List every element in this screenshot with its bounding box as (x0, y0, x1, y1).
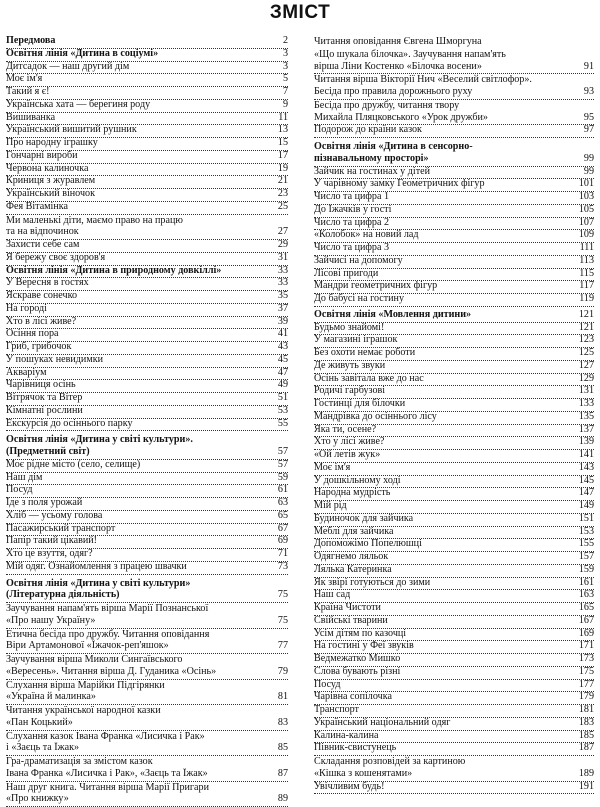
toc-entry-title: Моє ім'я (314, 461, 351, 473)
toc-entry-page: 63 (277, 497, 288, 508)
toc-entry (6, 562, 288, 575)
toc-entry-title: Родичі гарбузові (314, 385, 386, 397)
toc-entry-page: 139 (578, 436, 594, 448)
toc-entry-title: Будьмо знайомі! (314, 321, 385, 333)
toc-entry-title: Червона калиночка (6, 162, 89, 174)
toc-entry-page: 95 (583, 111, 594, 123)
toc-entry-page: 169 (578, 627, 594, 639)
toc-entry-title: Хто в лісі живе? (6, 315, 77, 327)
toc-entry-title: Осіння пора (6, 328, 59, 340)
toc-left-column (6, 36, 288, 807)
toc-entry-page: 189 (578, 767, 594, 779)
toc-entry-title: «Що шукала білочка». Заучування напам'ять (314, 48, 506, 60)
toc-entry-page: 99 (583, 152, 594, 164)
toc-entry-title: Де живуть звуки (314, 359, 386, 371)
toc-entry-title: У чарівному замку Геометричних фігур (314, 178, 485, 190)
toc-entry-page: 113 (579, 254, 594, 266)
toc-entry-page: 53 (277, 404, 288, 416)
toc-entry-title: Папір такий цікавий! (6, 535, 98, 547)
toc-entry-page: 5 (282, 73, 288, 85)
toc-entry-title: Хто це взуття, одяг? (6, 548, 93, 559)
toc-entry-page: 175 (578, 665, 594, 677)
toc-entry-title: Мій рід (314, 500, 347, 511)
toc-entry-page: 59 (277, 471, 288, 483)
toc-entry-title: Слухання вірша Марійки Підгірянки (6, 679, 165, 691)
toc-entry-title: Читання вірша Вікторії Нич «Веселий світлофор». (314, 74, 532, 86)
toc-entry-page: 181 (578, 704, 594, 715)
toc-entry-page: 159 (578, 563, 594, 575)
toc-entry-title: Зайчик на гостинах у дітей (314, 165, 430, 177)
toc-entry-title: Свійські тварини (314, 614, 388, 626)
toc-entry-page: 111 (579, 242, 594, 253)
toc-entry-title: Український віночок (6, 188, 95, 199)
toc-entry-title: Мій одяг. Ознайомлення з працею швачки (6, 560, 187, 572)
toc-entry-title: Осінь завітала вже до нас (314, 372, 424, 384)
toc-entry-page: 2 (282, 35, 288, 46)
toc-entry-title: Моє ім'я (6, 73, 43, 85)
toc-entry-title: (Літературна діяльність) (6, 589, 120, 601)
toc-entry-title: Вишиванка (6, 111, 56, 123)
toc-entry-page: 105 (578, 203, 594, 215)
toc-entry-title: Посуд (6, 484, 33, 496)
toc-entry-page: 39 (277, 315, 288, 327)
toc-entry-title: Віри Артамонової «Їжачок-реп'яшок» (6, 640, 169, 652)
toc-entry-title: Число та цифра 2 (314, 216, 390, 228)
toc-entry-page: 65 (277, 509, 288, 521)
toc-entry-title: Усім дітям по казочці (314, 627, 407, 639)
toc-entry-title: Лялька Катеринка (314, 563, 392, 575)
toc-entry-title: Меблі для зайчика (314, 525, 394, 537)
toc-entry-page: 81 (277, 691, 288, 703)
toc-entry-page: 47 (277, 366, 288, 378)
toc-entry-title: Вітрячок та Вітер (6, 392, 83, 403)
toc-entry-page: 3 (282, 47, 288, 59)
toc-entry-page: 127 (578, 359, 594, 371)
toc-entry-title: «Ой летів жук» (314, 449, 381, 460)
toc-entry (6, 718, 288, 731)
toc-entry-title: Бесіда про правила дорожнього руху (314, 86, 473, 97)
toc-entry-page: 29 (277, 239, 288, 250)
toc-right-column (314, 36, 594, 794)
toc-entry-page: 115 (579, 267, 594, 279)
toc-entry-title: Мандрівка до осіннього лісу (314, 410, 437, 422)
toc-entry-title: Число та цифра 1 (314, 191, 390, 202)
toc-entry (314, 125, 594, 138)
toc-entry (6, 590, 288, 603)
toc-entry-page: 121 (578, 308, 594, 320)
toc-entry-title: Народна мудрість (314, 487, 391, 499)
toc-entry (6, 769, 288, 782)
toc-entry-title: «Про нашу Україну» (6, 614, 96, 626)
toc-entry-title: Читання української народної казки (6, 705, 161, 716)
toc-entry-page: 87 (277, 767, 288, 779)
toc-entry-title: Слова бувають різні (314, 665, 401, 677)
toc-entry-title: До Їжачків у гості (314, 203, 392, 215)
toc-entry-page: 153 (578, 525, 594, 537)
toc-entry-title: Півник-свистунець (314, 742, 397, 754)
toc-entry-page: 51 (277, 392, 288, 403)
toc-entry-title: Фея Вітамінка (6, 200, 68, 212)
toc-entry-page: 9 (282, 98, 288, 110)
toc-entry-page: 71 (277, 548, 288, 559)
toc-entry-title: Подорож до країни казок (314, 124, 422, 136)
toc-entry-title: Будиночок для зайчика (314, 512, 414, 524)
toc-entry (314, 294, 594, 307)
toc-entry-page: 7 (282, 86, 288, 97)
toc-entry-title: «Пан Коцький» (6, 716, 73, 728)
toc-entry-page: 161 (578, 576, 594, 588)
toc-entry-title: (Предметний світ) (6, 446, 90, 457)
toc-entry-title: Країна Чистоти (314, 602, 381, 613)
toc-entry-page: 97 (583, 124, 594, 136)
toc-entry-title: Як звірі готуються до зими (314, 576, 431, 588)
toc-entry-title: Освітня лінія «Мовлення дитини» (314, 308, 472, 320)
toc-entry-page: 109 (578, 229, 594, 241)
toc-entry-title: Гончарні вироби (6, 149, 78, 161)
toc-entry-page: 103 (578, 191, 594, 202)
toc-entry-title: Чарівна сопілочка (314, 691, 392, 703)
toc-entry-page: 121 (578, 321, 594, 333)
toc-entry-title: Освітня лінія «Дитина в сенсорно- (314, 141, 473, 152)
toc-entry-page: 117 (579, 280, 594, 292)
toc-entry-title: Калина-калина (314, 729, 379, 741)
toc-entry-title: У магазині іграшок (314, 334, 398, 346)
toc-entry-page: 93 (583, 86, 594, 97)
toc-entry-title: Заучування вірша Миколи Сингаївського (6, 654, 183, 665)
toc-entry-page: 147 (578, 487, 594, 499)
toc-entry-page: 173 (578, 653, 594, 664)
toc-entry-title: На городі (6, 302, 47, 314)
toc-entry-title: Чарівниця осінь (6, 379, 76, 391)
toc-entry-title: Без охоти немає роботи (314, 347, 416, 358)
toc-entry-page: 61 (277, 484, 288, 496)
toc-entry (314, 36, 594, 49)
toc-entry-title: До бабусі на гостину (314, 293, 405, 304)
toc-entry-title: «Кішка з кошенятами» (314, 767, 413, 779)
toc-entry-title: Число та цифра 3 (314, 242, 390, 253)
toc-entry-page: 145 (578, 474, 594, 486)
toc-entry-title: Яскраве сонечко (6, 290, 78, 301)
toc-entry-page: 3 (282, 60, 288, 72)
toc-entry (6, 692, 288, 705)
toc-entry-title: Акваріум (6, 366, 47, 378)
toc-entry-title: та на відпочинок (6, 226, 79, 238)
toc-entry (6, 616, 288, 629)
toc-entry-title: Слухання казок Івана Франка «Лисичка і Рак» (6, 730, 205, 742)
toc-entry-page: 131 (578, 385, 594, 397)
toc-entry-page: 79 (277, 665, 288, 677)
toc-entry-title: Освітня лінія «Дитина в природному довкіллі» (6, 264, 222, 276)
toc-entry-title: Освітня лінія «Дитина у світі культури». (6, 434, 193, 446)
toc-entry-page: 99 (583, 165, 594, 177)
page-title: ЗМІСТ (269, 2, 331, 23)
toc-entry-page: 171 (578, 640, 594, 652)
toc-entry-page: 41 (277, 328, 288, 340)
toc-entry-title: Їде з поля урожай (6, 497, 83, 508)
toc-entry-page: 33 (277, 277, 288, 289)
toc-entry (6, 794, 288, 807)
toc-entry-page: 67 (277, 522, 288, 534)
toc-entry-title: Український національний одяг (314, 716, 451, 728)
toc-entry-title: У Вересня в гостях (6, 277, 89, 289)
toc-entry-page: 133 (578, 398, 594, 409)
toc-entry-page: 143 (578, 461, 594, 473)
toc-entry-title: Бесіда про дружбу, читання твору (314, 99, 460, 111)
toc-entry-title: Посуд (314, 678, 341, 690)
toc-entry-title: Дитсадок — наш другий дім (6, 60, 130, 72)
toc-entry-title: Я бережу своє здоров'я (6, 251, 106, 263)
toc-entry-title: На гостині у Феї звуків (314, 640, 414, 652)
toc-entry-page: 75 (277, 614, 288, 626)
toc-entry-page: 57 (277, 458, 288, 470)
toc-entry-title: Хліб — усьому голова (6, 509, 103, 521)
toc-entry-title: Гостинці для білочки (314, 398, 406, 409)
toc-entry-page: 35 (277, 290, 288, 301)
toc-entry-title: Транспорт (314, 704, 359, 715)
toc-entry-page: 167 (578, 614, 594, 626)
toc-entry-page: 23 (277, 188, 288, 199)
toc-entry-title: «Україна й малинка» (6, 691, 96, 703)
toc-entry-page: 11 (278, 111, 288, 123)
toc-entry-title: Наш друг книга. Читання вірша Марії Пригари (6, 781, 209, 793)
toc-entry-page: 25 (277, 200, 288, 212)
toc-entry (314, 743, 594, 756)
toc-entry-title: Захисти себе сам (6, 239, 80, 250)
toc-entry-title: «Про книжку» (6, 793, 69, 805)
toc-entry-title: Моє рідне місто (село, селище) (6, 458, 141, 470)
toc-entry-title: Яка ти, осене? (314, 423, 377, 435)
toc-entry-title: Одягнемо ляльок (314, 551, 389, 562)
toc-entry-title: Михайла Пляцковського «Урок дружби» (314, 111, 488, 123)
toc-entry-page: 179 (578, 691, 594, 703)
toc-entry-title: Освітня лінія «Дитина у світі культури» (6, 577, 191, 589)
toc-entry-page: 21 (277, 175, 288, 187)
toc-entry-title: вірша Ліни Костенко «Білочка восени» (314, 60, 482, 72)
toc-entry-title: Увічливим будь! (314, 780, 385, 792)
toc-entry-page: 77 (277, 640, 288, 652)
toc-entry-title: Читання оповідання Євгена Шморгуна (314, 36, 482, 47)
toc-entry-page: 89 (277, 793, 288, 805)
toc-entry-page: 69 (277, 535, 288, 547)
toc-entry-title: Криниця з журавлем (6, 175, 96, 187)
toc-entry-page: 191 (578, 780, 594, 792)
toc-entry-title: Лісові пригоди (314, 267, 379, 279)
toc-entry-title: Складання розповідей за картиною (314, 756, 466, 767)
toc-entry-page: 185 (578, 729, 594, 741)
toc-entry-title: «Вересень». Читання вірша Д. Гуданика «Осінь» (6, 665, 217, 677)
toc-entry-title: Освітня лінія «Дитина в соціумі» (6, 47, 159, 59)
toc-entry-page: 187 (578, 742, 594, 754)
toc-entry-page: 45 (277, 353, 288, 365)
toc-entry (6, 202, 288, 215)
toc-entry-page: 149 (578, 500, 594, 511)
toc-entry (6, 419, 288, 432)
toc-entry-title: Етична бесіда про дружбу. Читання оповідання (6, 628, 210, 640)
toc-entry (6, 743, 288, 756)
toc-entry-page: 163 (578, 589, 594, 601)
toc-entry-page: 151 (578, 512, 594, 524)
toc-entry-page: 123 (578, 334, 594, 346)
toc-entry-page: 183 (578, 716, 594, 728)
toc-entry-page: 13 (277, 124, 288, 136)
toc-entry (314, 62, 594, 75)
toc-entry-title: Кімнатні рослини (6, 404, 83, 416)
toc-entry-page: 91 (583, 60, 594, 72)
toc-entry-page: 135 (578, 410, 594, 422)
toc-entry-title: Про народну іграшку (6, 137, 98, 148)
toc-entry-title: пізнавальному просторі» (314, 152, 429, 164)
toc-entry-page: 157 (578, 551, 594, 562)
toc-entry-title: У пошуках невидимки (6, 353, 104, 365)
toc-entry-title: У дошкільному ході (314, 474, 401, 486)
toc-entry-page: 119 (579, 293, 594, 304)
toc-entry-page: 83 (277, 716, 288, 728)
toc-entry-title: Передмова (6, 35, 56, 46)
toc-entry-page: 15 (277, 137, 288, 148)
toc-entry-title: Такий я є! (6, 86, 50, 97)
toc-entry-page: 75 (277, 589, 288, 601)
toc-entry-page: 177 (578, 678, 594, 690)
toc-entry-title: Наш дім (6, 471, 43, 483)
toc-entry-page: 155 (578, 538, 594, 550)
toc-entry-title: Заучування напам'ять вірша Марії Познанської (6, 603, 209, 614)
toc-entry-title: Український вишитий рушник (6, 124, 137, 136)
toc-entry-title: Хто у лісі живе? (314, 436, 385, 448)
toc-entry-title: Гра-драматизація за змістом казок (6, 756, 153, 767)
toc-entry-title: «Колобок» на новий лад (314, 229, 419, 241)
toc-entry-page: 17 (277, 149, 288, 161)
toc-entry (6, 641, 288, 654)
toc-entry-page: 19 (277, 162, 288, 174)
toc-entry-title: Пасажирський транспорт (6, 522, 116, 534)
toc-entry-title: Допоможімо Попелюшці (314, 538, 422, 550)
toc-entry-title: Мандри геометричних фігур (314, 280, 438, 292)
toc-entry-title: Гриб, грибочок (6, 341, 72, 352)
toc-entry-page: 125 (578, 347, 594, 358)
toc-entry-title: Екскурсія до осіннього парку (6, 417, 133, 429)
toc-entry-page: 101 (578, 178, 594, 190)
toc-entry-page: 73 (277, 560, 288, 572)
toc-entry-page: 129 (578, 372, 594, 384)
toc-entry-page: 107 (578, 216, 594, 228)
toc-entry-page: 137 (578, 423, 594, 435)
toc-entry-page: 57 (277, 446, 288, 457)
toc-entry-page: 43 (277, 341, 288, 352)
toc-entry-page: 27 (277, 226, 288, 238)
toc-entry-page: 37 (277, 302, 288, 314)
toc-entry (6, 667, 288, 680)
toc-entry-title: Івана Франка «Лисичка і Рак», «Заєць та Їжак» (6, 767, 208, 779)
toc-entry-page: 85 (277, 742, 288, 754)
toc-entry-title: Ми маленькі діти, маємо право на працю (6, 214, 183, 226)
toc-entry-page: 49 (277, 379, 288, 391)
toc-entry-page: 31 (277, 251, 288, 263)
toc-entry-page: 165 (578, 602, 594, 613)
toc-entry-title: і «Заєць та Їжак» (6, 742, 80, 754)
toc-entry-title: Наш сад (314, 589, 351, 601)
toc-entry-title: Ведмежатко Мишко (314, 653, 401, 664)
toc-entry (314, 782, 594, 795)
toc-entry-page: 141 (578, 449, 594, 460)
toc-entry-title: Українська хата — берегиня роду (6, 98, 151, 110)
toc-entry (314, 87, 594, 100)
toc-entry-page: 33 (277, 264, 288, 276)
toc-entry-title: Зайчисі на допомогу (314, 254, 403, 266)
toc-entry-page: 55 (277, 417, 288, 429)
